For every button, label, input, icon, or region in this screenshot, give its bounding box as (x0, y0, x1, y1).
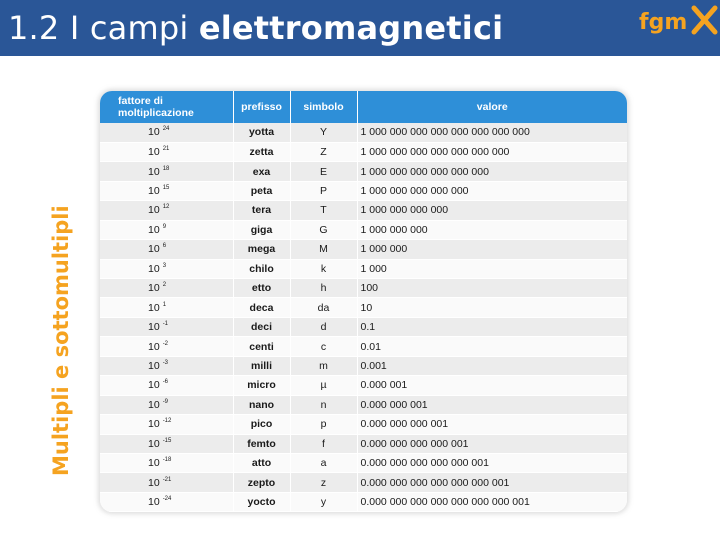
factor-cell (100, 453, 233, 472)
factor-cell (100, 220, 233, 239)
factor-base: 10 (148, 340, 160, 353)
factor-base: 10 (148, 379, 160, 392)
prefix-cell: giga (233, 220, 290, 239)
prefix-cell: deca (233, 298, 290, 317)
factor-cell (100, 376, 233, 395)
prefix-cell: nano (233, 395, 290, 414)
table-row (100, 279, 627, 298)
table-row (100, 356, 627, 375)
value-cell: 0.001 (357, 356, 627, 375)
value-cell: 0.000 000 000 000 000 000 001 (357, 473, 627, 492)
table-row (100, 162, 627, 181)
factor-base: 10 (148, 262, 160, 275)
factor-exponent: 12 (162, 204, 170, 211)
factor-base: 10 (148, 398, 160, 411)
symbol-cell: d (290, 317, 357, 336)
factor-exponent: -18 (162, 457, 172, 464)
fgm-logo (638, 2, 718, 42)
table-row (100, 259, 627, 278)
header-prefix: prefisso (233, 91, 290, 123)
header-symbol: simbolo (290, 91, 357, 123)
prefix-cell: exa (233, 162, 290, 181)
table-row (100, 240, 627, 259)
factor-cell (100, 473, 233, 492)
value-cell: 0.000 000 001 (357, 395, 627, 414)
value-cell: 0.000 000 000 000 001 (357, 434, 627, 453)
factor-cell (100, 317, 233, 336)
factor-exponent: -21 (162, 476, 172, 483)
logo-x-icon (694, 8, 715, 32)
table-row (100, 298, 627, 317)
factor-exponent: 24 (162, 126, 170, 133)
factor-exponent: 6 (162, 243, 167, 250)
value-cell: 0.000 000 000 000 000 000 000 001 (357, 492, 627, 511)
factor-base: 10 (148, 243, 160, 256)
symbol-cell: z (290, 473, 357, 492)
si-prefix-table (100, 91, 627, 512)
symbol-cell: k (290, 259, 357, 278)
factor-cell (100, 123, 233, 142)
header-value: valore (476, 101, 508, 113)
prefix-cell: micro (233, 376, 290, 395)
value-cell: 100 (357, 279, 627, 298)
symbol-cell: m (290, 356, 357, 375)
factor-exponent: -12 (162, 418, 172, 425)
table-row (100, 337, 627, 356)
prefix-cell: yotta (233, 123, 290, 142)
factor-base: 10 (148, 301, 160, 314)
factor-exponent: -9 (162, 398, 169, 405)
slide-title-bold: elettromagnetici (198, 9, 504, 47)
factor-cell (100, 415, 233, 434)
factor-base: 10 (148, 126, 160, 139)
symbol-cell: c (290, 337, 357, 356)
table-row (100, 142, 627, 161)
factor-cell (100, 279, 233, 298)
factor-base: 10 (148, 204, 160, 217)
factor-exponent: 9 (162, 223, 167, 230)
factor-cell (100, 259, 233, 278)
factor-cell (100, 492, 233, 511)
table-row (100, 395, 627, 414)
value-cell: 0.000 000 000 000 000 001 (357, 453, 627, 472)
table-row (100, 181, 627, 200)
symbol-cell: p (290, 415, 357, 434)
header-factor: fattore di moltiplicazione (100, 91, 233, 123)
factor-cell (100, 142, 233, 161)
symbol-cell: µ (290, 376, 357, 395)
factor-base: 10 (148, 223, 160, 236)
factor-exponent: 18 (162, 165, 170, 172)
factor-cell (100, 434, 233, 453)
table-row (100, 415, 627, 434)
symbol-cell: Z (290, 142, 357, 161)
side-label: Multipli e sottomultipli (49, 205, 73, 476)
table-header-row (100, 91, 627, 123)
symbol-cell: n (290, 395, 357, 414)
value-cell: 0.000 001 (357, 376, 627, 395)
prefix-cell: tera (233, 201, 290, 220)
factor-exponent: 15 (162, 185, 170, 192)
factor-exponent: -3 (162, 359, 169, 366)
value-cell: 1 000 000 (357, 240, 627, 259)
factor-cell (100, 395, 233, 414)
factor-base: 10 (148, 476, 160, 489)
prefix-cell: mega (233, 240, 290, 259)
symbol-cell: G (290, 220, 357, 239)
factor-exponent: -6 (162, 379, 169, 386)
value-cell: 0.1 (357, 317, 627, 336)
symbol-cell: da (290, 298, 357, 317)
factor-base: 10 (148, 321, 160, 334)
factor-cell (100, 337, 233, 356)
symbol-cell: E (290, 162, 357, 181)
prefix-table-frame (100, 91, 627, 512)
value-cell: 1 000 000 000 000 000 (357, 181, 627, 200)
table-row (100, 220, 627, 239)
factor-cell (100, 298, 233, 317)
value-cell: 10 (357, 298, 627, 317)
value-cell: 1 000 000 000 (357, 220, 627, 239)
symbol-cell: h (290, 279, 357, 298)
factor-base: 10 (148, 359, 160, 372)
factor-cell (100, 181, 233, 200)
value-cell: 0.000 000 000 001 (357, 415, 627, 434)
table-row (100, 453, 627, 472)
symbol-cell: y (290, 492, 357, 511)
value-cell: 0.01 (357, 337, 627, 356)
prefix-cell: femto (233, 434, 290, 453)
value-cell: 1 000 000 000 000 000 000 (357, 162, 627, 181)
table-row (100, 434, 627, 453)
factor-base: 10 (148, 496, 160, 509)
factor-exponent: -15 (162, 437, 172, 444)
prefix-cell: peta (233, 181, 290, 200)
factor-exponent: 1 (162, 301, 167, 308)
value-cell: 1 000 000 000 000 000 000 000 000 (357, 123, 627, 142)
factor-base: 10 (148, 437, 160, 450)
prefix-cell: zetta (233, 142, 290, 161)
value-cell: 1 000 (357, 259, 627, 278)
value-cell: 1 000 000 000 000 (357, 201, 627, 220)
factor-exponent: -1 (162, 321, 169, 328)
table-row (100, 317, 627, 336)
factor-cell (100, 162, 233, 181)
factor-cell (100, 240, 233, 259)
factor-exponent: -24 (162, 496, 172, 503)
factor-exponent: 21 (162, 146, 170, 153)
table-row (100, 473, 627, 492)
prefix-cell: yocto (233, 492, 290, 511)
table-row (100, 123, 627, 142)
symbol-cell: M (290, 240, 357, 259)
factor-cell (100, 201, 233, 220)
factor-exponent: -2 (162, 340, 169, 347)
factor-exponent: 3 (162, 262, 167, 269)
value-cell: 1 000 000 000 000 000 000 000 (357, 142, 627, 161)
prefix-cell: pico (233, 415, 290, 434)
factor-base: 10 (148, 418, 160, 431)
prefix-cell: deci (233, 317, 290, 336)
factor-cell (100, 356, 233, 375)
logo-text: fgm (639, 10, 688, 35)
slide-title-prefix: 1.2 I campi (8, 9, 199, 47)
symbol-cell: T (290, 201, 357, 220)
prefix-cell: atto (233, 453, 290, 472)
factor-base: 10 (148, 457, 160, 470)
factor-base: 10 (148, 282, 160, 295)
prefix-cell: zepto (233, 473, 290, 492)
symbol-cell: P (290, 181, 357, 200)
prefix-cell: milli (233, 356, 290, 375)
factor-base: 10 (148, 146, 160, 159)
slide-header (0, 0, 720, 56)
symbol-cell: a (290, 453, 357, 472)
symbol-cell: f (290, 434, 357, 453)
table-row (100, 492, 627, 511)
factor-base: 10 (148, 165, 160, 178)
table-row (100, 376, 627, 395)
factor-exponent: 2 (162, 282, 167, 289)
prefix-cell: centi (233, 337, 290, 356)
prefix-cell: etto (233, 279, 290, 298)
prefix-cell: chilo (233, 259, 290, 278)
symbol-cell: Y (290, 123, 357, 142)
slide-title (8, 9, 503, 47)
factor-base: 10 (148, 185, 160, 198)
table-row (100, 201, 627, 220)
